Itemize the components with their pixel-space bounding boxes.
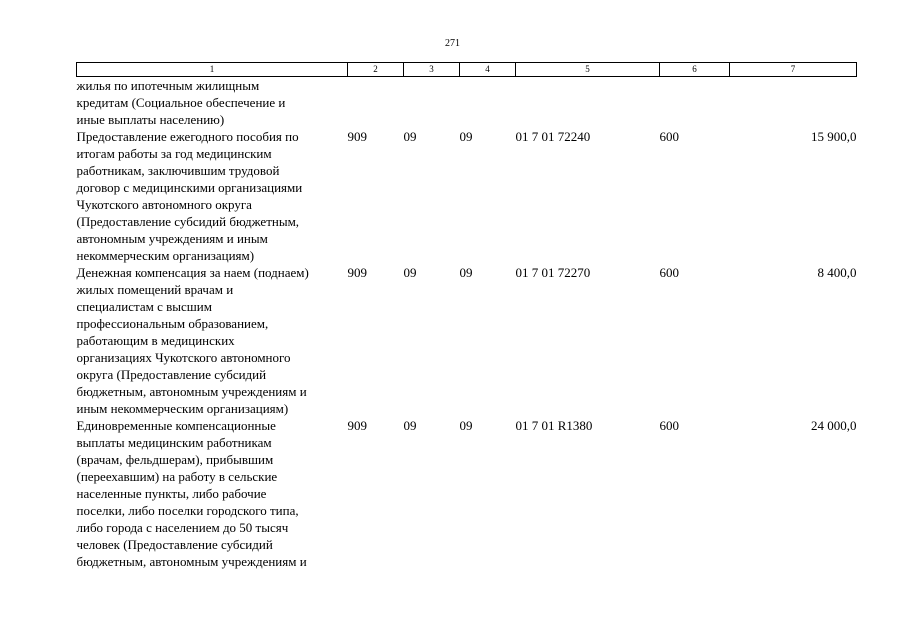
- description-line: либо города с населением до 50 тысяч: [76, 520, 289, 535]
- description-line: жилых помещений врачам и: [76, 282, 234, 297]
- cell-amount: 15 900,0: [811, 129, 857, 144]
- table-row: [77, 77, 857, 129]
- description-line: Чукотского автономного округа: [76, 197, 252, 212]
- cell-section: 09: [403, 265, 417, 280]
- cell-ved: 909: [347, 265, 367, 280]
- row-description: [77, 264, 348, 417]
- description-line: кредитам (Социальное обеспечение и: [76, 95, 286, 110]
- cell-amount: 24 000,0: [811, 418, 857, 433]
- description-line: иным некоммерческим организациям): [76, 401, 289, 416]
- cell-subsection: 09: [459, 418, 473, 433]
- table-row: [77, 417, 857, 570]
- cell-section: [404, 77, 460, 129]
- header-col-7: 7: [730, 63, 857, 77]
- description-line: Единовременные компенсационные: [76, 418, 276, 433]
- header-col-3: 3: [404, 63, 460, 77]
- cell-amount: 8 400,0: [817, 265, 857, 280]
- header-col-4: 4: [460, 63, 516, 77]
- cell-amount: [730, 77, 857, 129]
- cell-expense-type: 600: [659, 265, 679, 280]
- cell-ved: [348, 77, 404, 129]
- description-line: некоммерческим организациям): [76, 248, 255, 263]
- cell-subsection: 09: [459, 265, 473, 280]
- cell-subsection: [460, 77, 516, 129]
- table-row: [77, 264, 857, 417]
- description-line: бюджетным, автономным учреждениям и: [76, 384, 307, 399]
- description-line: профессиональным образованием,: [76, 316, 269, 331]
- cell-section: 09: [403, 418, 417, 433]
- description-line: работающим в медицинских: [76, 333, 235, 348]
- cell-target-article: 01 7 01 72240: [515, 129, 591, 144]
- description-line: жилья по ипотечным жилищным: [76, 78, 260, 93]
- row-description: [77, 128, 348, 264]
- table-row: [77, 128, 857, 264]
- header-col-5: 5: [516, 63, 660, 77]
- cell-ved: 909: [347, 418, 367, 433]
- description-line: поселки, либо поселки городского типа,: [76, 503, 299, 518]
- description-line: Денежная компенсация за наем (поднаем): [76, 265, 309, 280]
- description-line: бюджетным, автономным учреждениям и: [76, 554, 307, 569]
- description-line: округа (Предоставление субсидий: [76, 367, 267, 382]
- cell-target-article: 01 7 01 72270: [515, 265, 591, 280]
- description-line: договор с медицинскими организациями: [76, 180, 303, 195]
- description-line: итогам работы за год медицинским: [76, 146, 272, 161]
- description-line: организациях Чукотского автономного: [76, 350, 291, 365]
- description-line: (Предоставление субсидий бюджетным,: [76, 214, 300, 229]
- row-description: [77, 417, 348, 570]
- description-line: работникам, заключившим трудовой: [76, 163, 280, 178]
- header-col-6: 6: [660, 63, 730, 77]
- page-number: 271: [445, 38, 460, 49]
- budget-table: [76, 62, 857, 570]
- cell-expense-type: 600: [659, 129, 679, 144]
- description-line: иные выплаты населению): [76, 112, 225, 127]
- description-line: автономным учреждениям и иным: [76, 231, 268, 246]
- description-line: выплаты медицинским работникам: [76, 435, 272, 450]
- table-body: [77, 77, 857, 571]
- cell-expense-type: [660, 77, 730, 129]
- description-line: человек (Предоставление субсидий: [76, 537, 273, 552]
- description-line: (врачам, фельдшерам), прибывшим: [76, 452, 274, 467]
- header-col-2: 2: [348, 63, 404, 77]
- cell-ved: 909: [347, 129, 367, 144]
- cell-expense-type: 600: [659, 418, 679, 433]
- header-col-1: 1: [77, 63, 348, 77]
- cell-target-article: [516, 77, 660, 129]
- cell-section: 09: [403, 129, 417, 144]
- description-line: (переехавшим) на работу в сельские: [76, 469, 278, 484]
- cell-subsection: 09: [459, 129, 473, 144]
- header-row: [77, 63, 857, 77]
- row-description: [77, 77, 348, 129]
- table-header: [77, 63, 857, 77]
- cell-target-article: 01 7 01 R1380: [515, 418, 593, 433]
- description-line: населенные пункты, либо рабочие: [76, 486, 267, 501]
- description-line: Предоставление ежегодного пособия по: [76, 129, 299, 144]
- description-line: специалистам с высшим: [76, 299, 212, 314]
